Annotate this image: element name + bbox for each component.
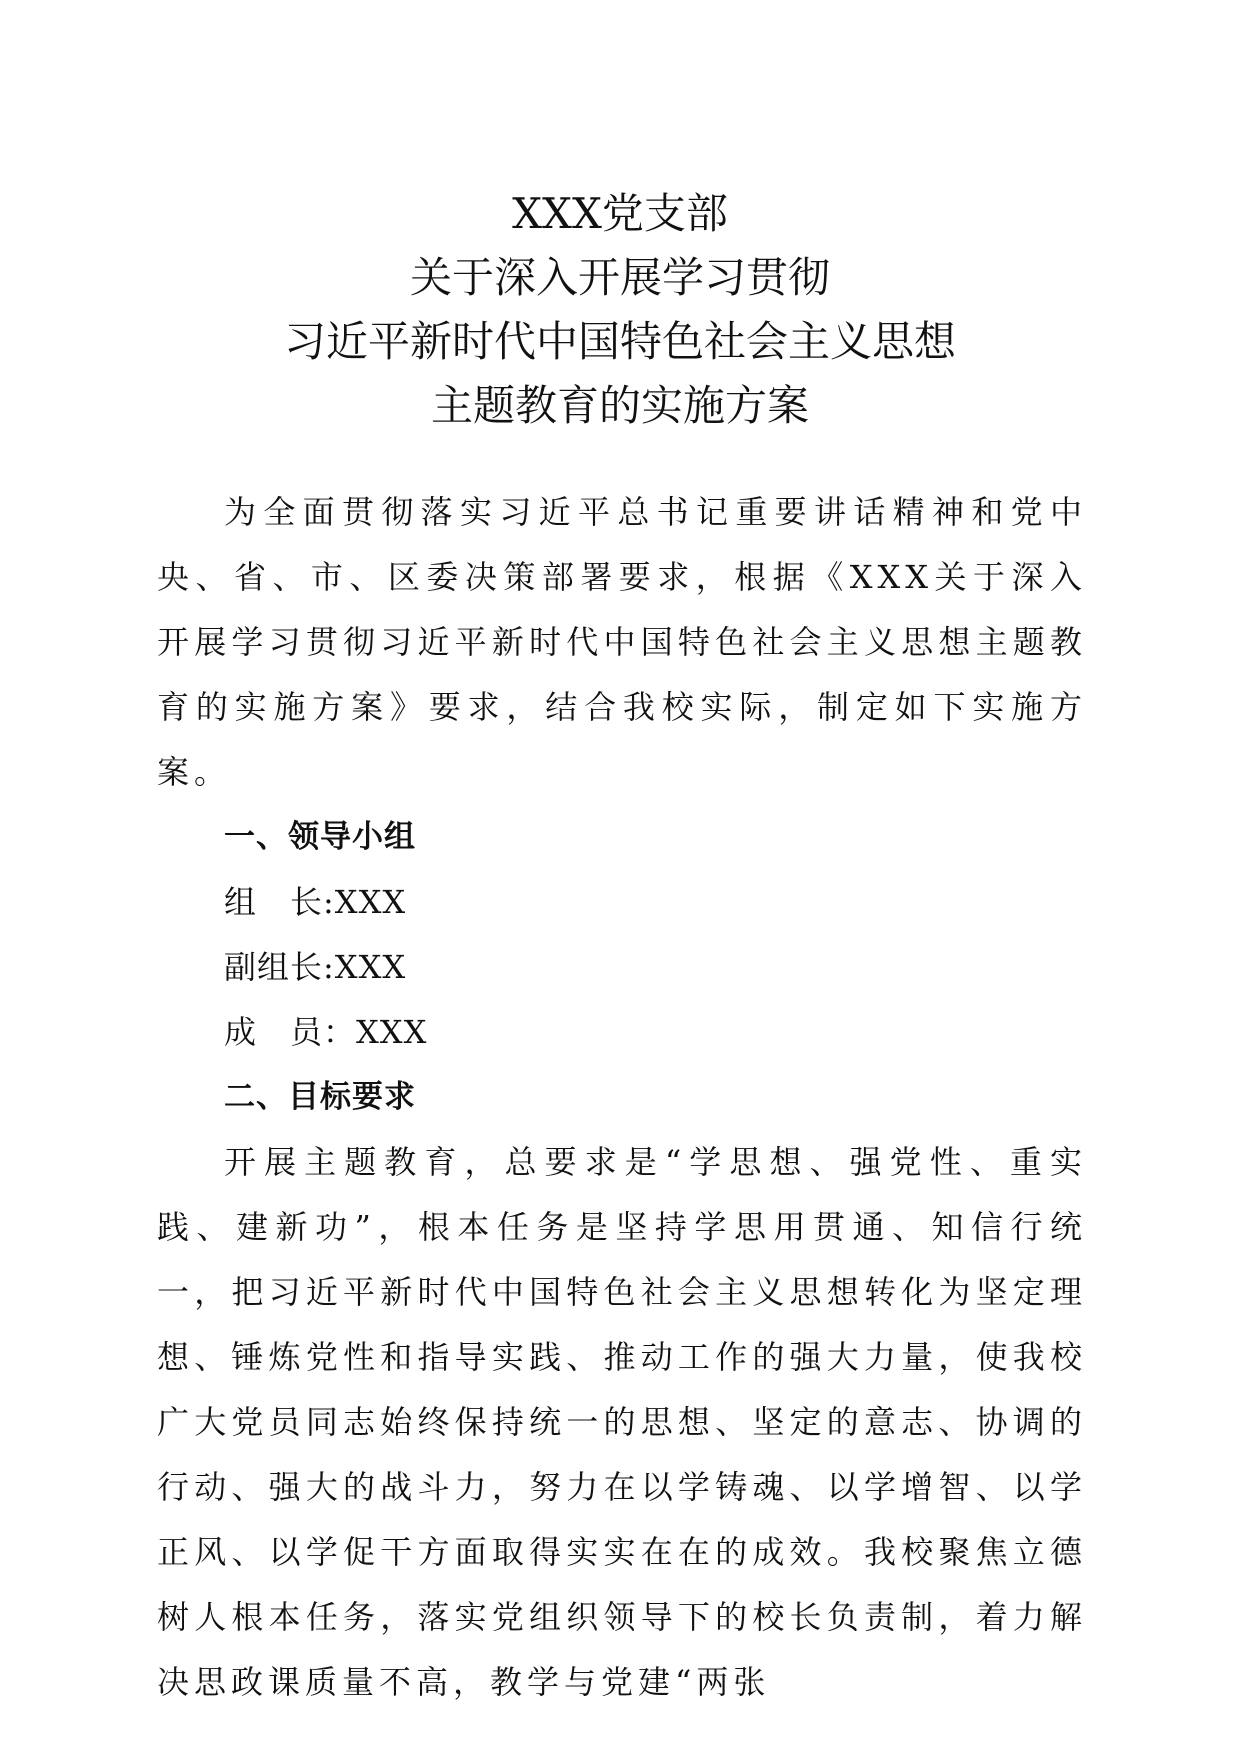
members-line: 成 员：XXX (224, 1013, 428, 1051)
goals-paragraph: 开展主题教育，总要求是“学思想、强党性、重实践、建新功”，根本任务是坚持学思用贯通、知信行统一，把习近平新时代中国特色社会主义思想转化为坚定理想、锤炼党性和指导实践、推动工作的强大力量，使我校广大党员同志始终保持统一的思想、坚定的意志、协调的行动、强大的战斗力，努力在以学铸魂、以学增智、以学正风、以学促干方面取得实实在在的成效。我校聚焦立德树人根本任务，落实党组织领导下的校长负责制，着力解决思政课质量不高，教学与党建“两张 (157, 1143, 1087, 1701)
section-heading-goals: 二、目标要求 (224, 1079, 416, 1115)
title-line-1: XXX党支部 (512, 189, 728, 238)
deputy-leader-line: 副组长:XXX (224, 948, 407, 986)
title-line-3: 习近平新时代中国特色社会主义思想 (283, 317, 956, 366)
title-line-2: 关于深入开展学习贯彻 (409, 253, 830, 302)
title-line-4: 主题教育的实施方案 (430, 381, 809, 430)
document-body (157, 480, 1087, 1715)
intro-paragraph: 为全面贯彻落实习近平总书记重要讲话精神和党中央、省、市、区委决策部署要求，根据《XXX关于深入开展学习贯彻习近平新时代中国特色社会主义思想主题教育的实施方案》要求，结合我校实际，制定如下实施方案。 (157, 493, 1087, 791)
section-heading-leadership: 一、领导小组 (224, 819, 416, 855)
leader-line: 组 长:XXX (224, 883, 407, 921)
document-title (0, 182, 1240, 438)
